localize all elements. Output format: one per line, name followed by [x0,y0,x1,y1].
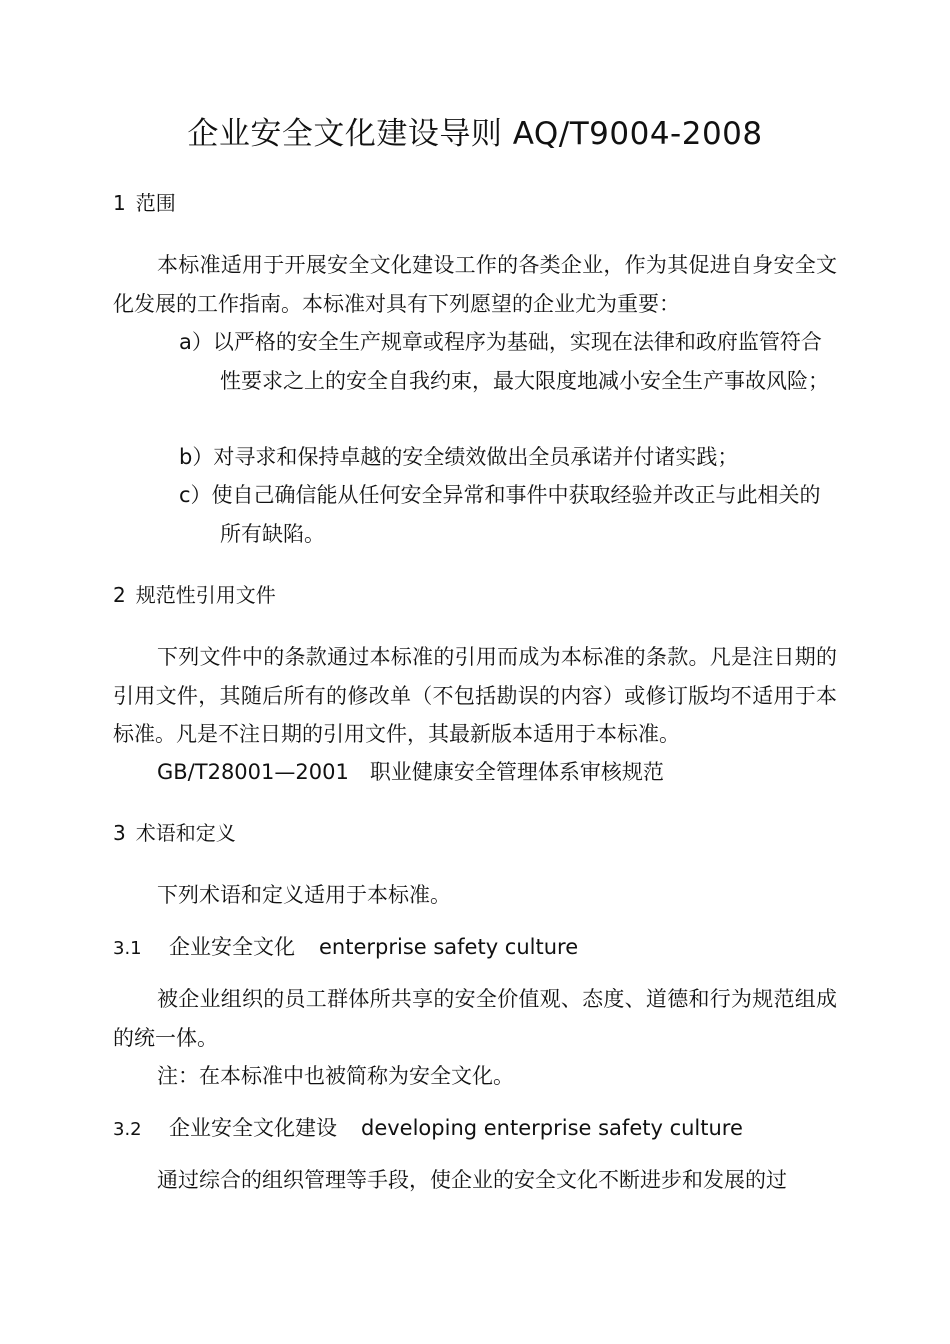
scope-paragraph: 本标准适用于开展安全文化建设工作的各类企业，作为其促进自身安全文化发展的工作指南。本标准对具有下列愿望的企业尤为重要： [113,253,837,316]
section-heading-terms [113,818,236,848]
term-3-1-definition: 被企业组织的员工群体所共享的安全价值观、态度、道德和行为规范组成的统一体。 [113,987,837,1050]
term-number: 3.2 [113,1119,142,1140]
term-chinese: 企业安全文化 [169,935,295,959]
term-heading-3-1 [113,931,578,965]
term-3-2-definition: 通过综合的组织管理等手段，使企业的安全文化不断进步和发展的过 [157,1168,787,1192]
term-heading-3-2 [113,1112,743,1146]
terms-intro-paragraph: 下列术语和定义适用于本标准。 [157,883,451,907]
section-title: 范围 [135,191,176,215]
section-heading-scope [113,188,176,218]
scope-list-item-a: a）以严格的安全生产规章或程序为基础，实现在法律和政府监管符合性要求之上的安全自我约束，最大限度地减小安全生产事故风险； [179,330,829,393]
term-english: developing enterprise safety culture [361,1116,743,1140]
document-title: 企业安全文化建设导则 AQ/T9004-2008 [187,116,763,152]
term-3-1-note: 注：在本标准中也被简称为安全文化。 [157,1064,514,1088]
scope-list-item-b: b）对寻求和保持卓越的安全绩效做出全员承诺并付诸实践； [179,445,739,469]
term-english: enterprise safety culture [319,935,579,959]
section-heading-normative-references [113,580,276,610]
section-title: 规范性引用文件 [135,583,276,607]
term-number: 3.1 [113,938,142,959]
section-number: 1 [113,191,126,215]
term-chinese: 企业安全文化建设 [169,1116,337,1140]
reference-entry: GB/T28001—2001 职业健康安全管理体系审核规范 [157,760,664,784]
section-title: 术语和定义 [135,821,236,845]
scope-list-item-c: c）使自己确信能从任何安全异常和事件中获取经验并改正与此相关的所有缺陷。 [179,483,821,546]
section-number: 2 [113,583,126,607]
section-number: 3 [113,821,126,845]
references-paragraph: 下列文件中的条款通过本标准的引用而成为本标准的条款。凡是注日期的引用文件，其随后所有的修改单（不包括勘误的内容）或修订版均不适用于本标准。凡是不注日期的引用文件，其最新版本适用于本标准。 [113,645,837,746]
